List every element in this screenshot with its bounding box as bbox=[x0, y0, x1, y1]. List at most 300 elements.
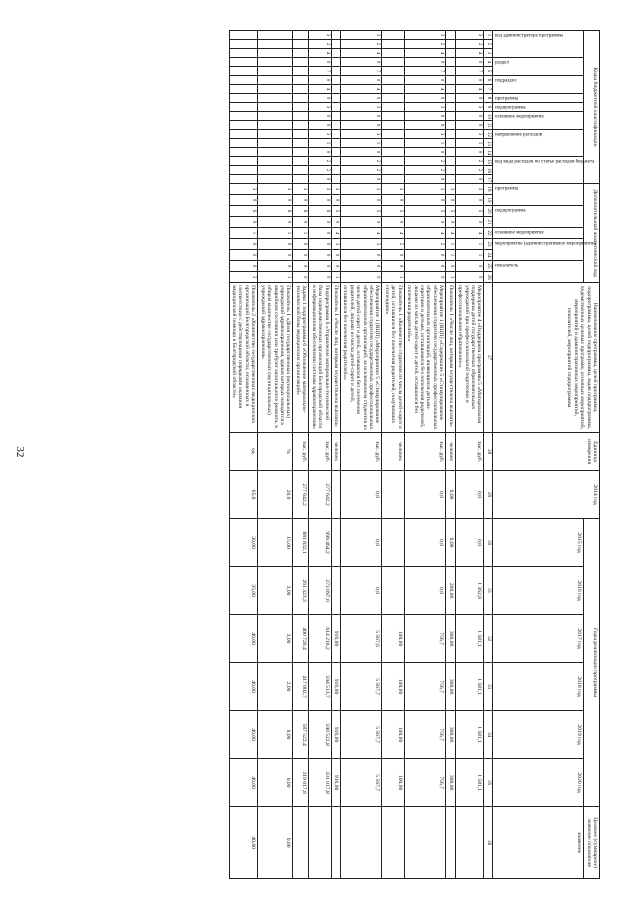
value-cell-y2020: 1 581,1 bbox=[455, 759, 484, 807]
value-cell-y2017: 1 581,1 bbox=[455, 615, 484, 663]
budget-code-cell bbox=[382, 175, 404, 184]
budget-code-cell: 0 bbox=[309, 148, 331, 157]
additional-code-cell: 2 bbox=[382, 239, 404, 250]
additional-code-cell: 4 bbox=[331, 228, 340, 239]
value-cell-y2019: 1 581,1 bbox=[455, 711, 484, 759]
value-cell-y2019: 590 522,8 bbox=[309, 711, 331, 759]
additional-code-cell: 3 bbox=[340, 239, 382, 250]
unit-cell: человек bbox=[382, 433, 404, 471]
value-cell-y2016 bbox=[331, 567, 340, 615]
additional-code-cell: 0 bbox=[446, 195, 455, 206]
budget-code-cell bbox=[258, 31, 293, 40]
row-name-cell: Подпрограмма 6 «Управление материально-технической базы подведомственных организаций Белгородской области в информационном обеспечении системы здравоохранения» bbox=[309, 283, 331, 433]
additional-code-cell: 0 bbox=[331, 195, 340, 206]
column-number: 6 bbox=[484, 76, 493, 85]
budget-code-cell: 0 bbox=[455, 175, 484, 184]
column-number: 29 bbox=[484, 471, 493, 519]
additional-code-cell: 0 bbox=[382, 261, 404, 272]
value-cell-target bbox=[340, 807, 382, 879]
value-cell-y2020: 40,00 bbox=[229, 759, 258, 807]
budget-code-cell bbox=[229, 49, 258, 58]
column-number: 24 bbox=[484, 250, 493, 261]
budget-code-cell bbox=[229, 31, 258, 40]
value-cell-y2016: 3,00 bbox=[258, 567, 293, 615]
budget-code-cell bbox=[331, 157, 340, 166]
value-cell-y2018: 594 513,7 bbox=[309, 663, 331, 711]
budget-code-cell bbox=[229, 130, 258, 139]
years-group-header: Годы реализации программы bbox=[584, 519, 600, 807]
value-cell-y2014: 20,0 bbox=[258, 471, 293, 519]
unit-header: Единица измерения bbox=[493, 433, 600, 471]
additional-code-cell: 0 bbox=[309, 272, 331, 283]
name-header: Наименование программы, целей программы, подпрограммы, целей подпрограммы, задач подпрограммы, ведомственных целевых программ, основных мероприятий, мероприятий и административных мероприятий, показателей, мероприятий подпрограммы bbox=[493, 283, 600, 433]
budget-code-cell bbox=[258, 76, 293, 85]
budget-code-cell bbox=[382, 76, 404, 85]
additional-code-cell: 3 bbox=[446, 184, 455, 195]
budget-code-cell bbox=[293, 130, 309, 139]
additional-code-cell: 4 bbox=[340, 228, 382, 239]
budget-code-cell: 2 bbox=[404, 157, 446, 166]
value-cell-y2017: 40,00 bbox=[229, 615, 258, 663]
unit-cell: тыс. руб. bbox=[309, 433, 331, 471]
budget-code-cell: 3 bbox=[404, 31, 446, 40]
budget-code-cell bbox=[382, 85, 404, 94]
value-cell-y2018: 5 567,7 bbox=[340, 663, 382, 711]
budget-code-cell bbox=[229, 94, 258, 103]
additional-code-cell: 3 bbox=[331, 239, 340, 250]
budget-code-cell: 2 bbox=[309, 166, 331, 175]
budget-codes-header: Коды бюджетной классификации bbox=[584, 31, 600, 184]
budget-code-cell: 7 bbox=[404, 67, 446, 76]
value-cell-y2020: 319 017,8 bbox=[293, 759, 309, 807]
unit-cell: человек bbox=[331, 433, 340, 471]
column-number: 35 bbox=[484, 759, 493, 807]
y2018-header: 2018 год bbox=[493, 663, 584, 711]
budget-code-cell: 0 bbox=[340, 148, 382, 157]
value-cell-y2015: 0,0 bbox=[340, 519, 382, 567]
additional-code-cell: 5 bbox=[455, 206, 484, 217]
budget-code-cell: 0 bbox=[309, 112, 331, 121]
subprogram-header: подпрограмма bbox=[493, 103, 584, 112]
value-cell-y2019: 100,00 bbox=[382, 711, 404, 759]
base-year-header: 2014 год bbox=[493, 471, 600, 519]
rotated-sheet bbox=[40, 30, 600, 870]
additional-code-cell: 0 bbox=[382, 195, 404, 206]
budget-code-cell: 2 bbox=[455, 166, 484, 175]
budget-code-cell bbox=[258, 67, 293, 76]
additional-code-cell: 0 bbox=[404, 261, 446, 272]
additional-code-cell: 0 bbox=[258, 217, 293, 228]
expense-type-header: код вида расходов по статье расходов бюджета bbox=[493, 157, 584, 184]
additional-code-cell: 0 bbox=[340, 217, 382, 228]
budget-code-cell bbox=[446, 121, 455, 130]
budget-code-cell: 4 bbox=[455, 85, 484, 94]
y2016-header: 2016 год bbox=[493, 567, 584, 615]
row-name-cell: Мероприятие 1 (ВЦП) «Мероприятие 5 «Стимулирование обеспечения студентов государственных профессиональных образовательных организаций, за исключением студентов из числа детей-сирот и детей, оставшихся без попечения родителей, лицами из числа детей-сирот и детей, оставшихся без попечения родителей»» bbox=[340, 283, 382, 433]
additional-code-cell: 6 bbox=[309, 206, 331, 217]
additional-code-cell: 0 bbox=[404, 272, 446, 283]
budget-code-cell bbox=[229, 103, 258, 112]
additional-code-cell: 3 bbox=[455, 184, 484, 195]
table-row bbox=[340, 31, 382, 879]
value-cell-y2014 bbox=[382, 471, 404, 519]
budget-code-cell bbox=[382, 67, 404, 76]
additional-code-cell: 0 bbox=[229, 250, 258, 261]
y2017-header: 2017 год bbox=[493, 615, 584, 663]
row-name-cell: Показатель 1 «Число лиц, которым осуществлена выплата» bbox=[331, 283, 340, 433]
budget-code-cell bbox=[293, 58, 309, 67]
budget-code-cell: 0 bbox=[455, 112, 484, 121]
additional-code-cell: 3 bbox=[229, 184, 258, 195]
budget-code-cell bbox=[229, 58, 258, 67]
additional-code-cell: 3 bbox=[293, 184, 309, 195]
additional-code-cell: 0 bbox=[258, 261, 293, 272]
budget-code-cell: 7 bbox=[455, 67, 484, 76]
budget-code-cell bbox=[446, 85, 455, 94]
additional-code-cell: 1 bbox=[258, 228, 293, 239]
additional-code-cell: 0 bbox=[382, 217, 404, 228]
budget-code-cell bbox=[382, 157, 404, 166]
budget-code-cell: 1 bbox=[340, 139, 382, 148]
budget-code-cell bbox=[446, 67, 455, 76]
additional-code-cell: 0 bbox=[331, 217, 340, 228]
budget-code-cell: 0 bbox=[340, 175, 382, 184]
budget-code-cell bbox=[258, 175, 293, 184]
column-number: 3 bbox=[484, 49, 493, 58]
value-cell-target: 0,00 bbox=[258, 807, 293, 879]
additional-code-cell: 0 bbox=[258, 239, 293, 250]
value-cell-target bbox=[293, 807, 309, 879]
budget-code-cell bbox=[331, 130, 340, 139]
program-table bbox=[229, 30, 600, 879]
budget-code-cell bbox=[446, 31, 455, 40]
additional-code-cell: 1 bbox=[293, 228, 309, 239]
additional-code-cell: 1 bbox=[446, 250, 455, 261]
value-cell-y2018: 1 581,1 bbox=[455, 663, 484, 711]
direction-expense-header: направление расходов bbox=[493, 130, 584, 157]
value-cell-y2015: 0,00 bbox=[446, 519, 455, 567]
add-event-header: мероприятие (административное мероприятие) bbox=[493, 239, 584, 261]
additional-code-cell: 0 bbox=[293, 239, 309, 250]
additional-code-cell: 4 bbox=[382, 228, 404, 239]
value-cell-y2019: 916,00 bbox=[331, 711, 340, 759]
budget-code-cell bbox=[331, 175, 340, 184]
program-header: программа bbox=[493, 94, 584, 103]
budget-code-cell bbox=[293, 40, 309, 49]
additional-code-cell: 0 bbox=[455, 195, 484, 206]
value-cell-y2017: 100,00 bbox=[382, 615, 404, 663]
budget-code-cell bbox=[382, 112, 404, 121]
value-cell-y2016 bbox=[382, 567, 404, 615]
column-number: 33 bbox=[484, 663, 493, 711]
budget-code-cell bbox=[446, 76, 455, 85]
value-cell-y2020: 916,00 bbox=[331, 759, 340, 807]
budget-code-cell: 7 bbox=[340, 67, 382, 76]
value-cell-y2017: 300,00 bbox=[446, 615, 455, 663]
value-cell-target bbox=[309, 807, 331, 879]
budget-code-cell bbox=[229, 121, 258, 130]
budget-code-cell bbox=[331, 112, 340, 121]
additional-code-cell: 0 bbox=[455, 261, 484, 272]
additional-code-cell: 0 bbox=[229, 195, 258, 206]
y2015-header: 2015 год bbox=[493, 519, 584, 567]
budget-code-cell bbox=[331, 85, 340, 94]
value-cell-y2015: 999 464,2 bbox=[309, 519, 331, 567]
value-cell-y2014: 277 642,2 bbox=[309, 471, 331, 519]
additional-code-cell: 1 bbox=[446, 239, 455, 250]
column-number: 34 bbox=[484, 711, 493, 759]
row-name-cell: Задача 1 подпрограммы 6 «Обновление материально-технической базы медицинских организаций» bbox=[293, 283, 309, 433]
y2019-header: 2019 год bbox=[493, 711, 584, 759]
additional-code-cell: 0 bbox=[258, 250, 293, 261]
budget-code-cell: 0 bbox=[455, 148, 484, 157]
value-cell-y2020: 300,00 bbox=[446, 759, 455, 807]
budget-code-cell: 0 bbox=[404, 121, 446, 130]
column-number: 10 bbox=[484, 112, 493, 121]
additional-code-cell: 6 bbox=[258, 206, 293, 217]
table-row bbox=[331, 31, 340, 879]
budget-code-cell: 0 bbox=[340, 76, 382, 85]
additional-code-cell: 5 bbox=[331, 206, 340, 217]
budget-code-cell: 4 bbox=[309, 85, 331, 94]
value-cell-target bbox=[404, 807, 446, 879]
budget-code-cell bbox=[331, 76, 340, 85]
budget-code-cell bbox=[446, 166, 455, 175]
budget-code-cell bbox=[382, 40, 404, 49]
add-indicator-header: показатель bbox=[493, 261, 584, 283]
additional-code-cell: 3 bbox=[404, 184, 446, 195]
budget-code-cell bbox=[258, 94, 293, 103]
budget-code-cell bbox=[293, 148, 309, 157]
budget-code-cell bbox=[258, 157, 293, 166]
budget-code-cell bbox=[229, 139, 258, 148]
value-cell-y2014: 0,0 bbox=[404, 471, 446, 519]
main-event-header: основное мероприятие bbox=[493, 112, 584, 130]
value-cell-y2018: 2,00 bbox=[258, 663, 293, 711]
additional-code-header: Дополнительный аналитический код bbox=[584, 184, 600, 283]
budget-code-cell bbox=[331, 148, 340, 157]
row-name-cell: Показатель 1 «Количество студентов из числа детей-сирот и детей, оставшихся без попечения родителей, получивших стипендию» bbox=[382, 283, 404, 433]
additional-code-cell: 0 bbox=[382, 250, 404, 261]
additional-code-cell: 3 bbox=[258, 184, 293, 195]
budget-code-cell: 0 bbox=[404, 112, 446, 121]
column-number: 28 bbox=[484, 433, 493, 471]
budget-code-cell bbox=[229, 166, 258, 175]
value-cell-y2014: 65,0 bbox=[229, 471, 258, 519]
budget-code-cell bbox=[258, 58, 293, 67]
budget-code-cell bbox=[258, 139, 293, 148]
budget-code-cell bbox=[331, 103, 340, 112]
additional-code-cell: 0 bbox=[293, 272, 309, 283]
budget-code-cell bbox=[258, 166, 293, 175]
value-cell-y2018: 756,7 bbox=[404, 663, 446, 711]
column-number: 32 bbox=[484, 615, 493, 663]
budget-code-cell bbox=[331, 58, 340, 67]
budget-code-cell bbox=[382, 166, 404, 175]
additional-code-cell: 4 bbox=[446, 228, 455, 239]
budget-code-cell: 2 bbox=[340, 166, 382, 175]
budget-code-cell: 0 bbox=[309, 121, 331, 130]
budget-code-cell: 0 bbox=[309, 76, 331, 85]
budget-code-cell bbox=[293, 121, 309, 130]
additional-code-cell: 3 bbox=[331, 184, 340, 195]
value-cell-y2019: 756,7 bbox=[404, 711, 446, 759]
budget-code-cell bbox=[293, 49, 309, 58]
budget-code-cell: 1 bbox=[455, 139, 484, 148]
additional-code-cell: 0 bbox=[293, 250, 309, 261]
additional-code-cell: 5 bbox=[382, 206, 404, 217]
budget-code-cell bbox=[293, 76, 309, 85]
budget-code-cell: 2 bbox=[455, 40, 484, 49]
table-row bbox=[309, 31, 331, 879]
additional-code-cell: 4 bbox=[455, 228, 484, 239]
value-cell-y2015: 881 832,1 bbox=[293, 519, 309, 567]
table-row bbox=[446, 31, 455, 879]
additional-code-cell: 0 bbox=[258, 195, 293, 206]
value-cell-y2017: 400 720,4 bbox=[293, 615, 309, 663]
value-cell-y2016: 0,0 bbox=[404, 567, 446, 615]
budget-code-cell bbox=[382, 58, 404, 67]
budget-code-cell: 3 bbox=[309, 103, 331, 112]
budget-code-cell: 2 bbox=[340, 40, 382, 49]
budget-code-cell: 2 bbox=[404, 166, 446, 175]
budget-code-cell bbox=[382, 49, 404, 58]
unit-cell: тыс. руб. bbox=[340, 433, 382, 471]
budget-code-cell: 3 bbox=[455, 31, 484, 40]
column-number: 7 bbox=[484, 85, 493, 94]
budget-code-cell bbox=[258, 49, 293, 58]
budget-code-cell bbox=[382, 103, 404, 112]
table-row bbox=[229, 31, 258, 879]
row-name-cell: Показатель 1 «Число лиц, которым осуществлена выплата» bbox=[446, 283, 455, 433]
additional-code-cell: 5 bbox=[446, 206, 455, 217]
additional-code-cell: 0 bbox=[455, 272, 484, 283]
unit-cell: % bbox=[258, 433, 293, 471]
column-number: 16 bbox=[484, 166, 493, 175]
budget-code-cell: 3 bbox=[309, 31, 331, 40]
budget-code-cell bbox=[382, 148, 404, 157]
value-cell-y2016: 200,00 bbox=[446, 567, 455, 615]
target-group-header: Целевое (суммарное) значение показателя bbox=[584, 807, 600, 879]
budget-code-cell: 7 bbox=[309, 67, 331, 76]
budget-code-cell bbox=[331, 94, 340, 103]
budget-code-cell: 3 bbox=[404, 130, 446, 139]
budget-code-cell bbox=[229, 76, 258, 85]
budget-code-cell bbox=[446, 148, 455, 157]
budget-code-cell bbox=[446, 94, 455, 103]
column-number: 17 bbox=[484, 175, 493, 184]
budget-code-cell bbox=[293, 94, 309, 103]
budget-code-cell: 4 bbox=[455, 49, 484, 58]
budget-code-cell bbox=[382, 139, 404, 148]
additional-code-cell: 0 bbox=[340, 195, 382, 206]
column-number: 36 bbox=[484, 807, 493, 879]
budget-code-cell: 3 bbox=[455, 130, 484, 139]
budget-code-cell bbox=[446, 130, 455, 139]
additional-code-cell: 1 bbox=[455, 239, 484, 250]
budget-code-cell bbox=[293, 112, 309, 121]
unit-cell: тыс. руб. bbox=[404, 433, 446, 471]
column-number: 21 bbox=[484, 217, 493, 228]
column-number: 5 bbox=[484, 67, 493, 76]
value-cell-y2016: 261 323,3 bbox=[293, 567, 309, 615]
additional-code-cell: 2 bbox=[404, 239, 446, 250]
budget-code-cell bbox=[229, 175, 258, 184]
budget-code-cell: 0 bbox=[455, 94, 484, 103]
value-cell-y2017: 614 210,2 bbox=[309, 615, 331, 663]
add-subprogram-header: подпрограмма bbox=[493, 206, 584, 228]
additional-code-cell: 6 bbox=[293, 206, 309, 217]
subsection-header: подраздел bbox=[493, 76, 584, 94]
admin-code-header: код администратора программы bbox=[493, 31, 584, 58]
column-number: 30 bbox=[484, 519, 493, 567]
additional-code-cell: 0 bbox=[229, 261, 258, 272]
budget-code-cell bbox=[382, 130, 404, 139]
value-cell-y2018: 916,00 bbox=[331, 663, 340, 711]
additional-code-cell: 0 bbox=[404, 250, 446, 261]
budget-code-cell bbox=[331, 31, 340, 40]
column-number: 25 bbox=[484, 261, 493, 272]
column-number: 2 bbox=[484, 40, 493, 49]
value-cell-y2015: 0,0 bbox=[404, 519, 446, 567]
additional-code-cell: 0 bbox=[340, 250, 382, 261]
budget-code-cell: 4 bbox=[404, 49, 446, 58]
additional-code-cell: 5 bbox=[340, 206, 382, 217]
budget-code-cell: 0 bbox=[455, 58, 484, 67]
budget-code-cell bbox=[331, 40, 340, 49]
budget-code-cell bbox=[293, 31, 309, 40]
additional-code-cell: 3 bbox=[382, 184, 404, 195]
value-cell-y2017: 916,00 bbox=[331, 615, 340, 663]
value-cell-y2016: 273 097,0 bbox=[309, 567, 331, 615]
budget-code-cell bbox=[446, 40, 455, 49]
budget-code-cell bbox=[331, 121, 340, 130]
value-cell-y2018: 300,00 bbox=[446, 663, 455, 711]
column-number-row bbox=[484, 31, 493, 879]
additional-code-cell: 6 bbox=[229, 206, 258, 217]
additional-code-cell: 0 bbox=[309, 228, 331, 239]
value-cell-y2019: 5 567,7 bbox=[340, 711, 382, 759]
additional-code-cell: 0 bbox=[309, 239, 331, 250]
add-program-header: программа bbox=[493, 184, 584, 206]
additional-code-cell: 0 bbox=[293, 261, 309, 272]
budget-code-cell bbox=[229, 40, 258, 49]
column-number: 13 bbox=[484, 139, 493, 148]
budget-code-cell: 2 bbox=[309, 40, 331, 49]
value-cell-target bbox=[455, 807, 484, 879]
target-value-header: значение bbox=[493, 807, 584, 879]
budget-code-cell: 4 bbox=[340, 49, 382, 58]
column-number: 4 bbox=[484, 58, 493, 67]
budget-code-cell bbox=[331, 139, 340, 148]
budget-code-cell: 0 bbox=[309, 175, 331, 184]
budget-code-cell: 0 bbox=[404, 94, 446, 103]
additional-code-cell: 1 bbox=[258, 272, 293, 283]
column-number: 15 bbox=[484, 157, 493, 166]
additional-code-cell: 0 bbox=[331, 261, 340, 272]
budget-code-cell: 0 bbox=[404, 148, 446, 157]
budget-code-cell: 4 bbox=[340, 85, 382, 94]
budget-code-cell: 4 bbox=[404, 85, 446, 94]
value-cell-y2016: 1 362,8 bbox=[455, 567, 484, 615]
value-cell-y2020: 756,7 bbox=[404, 759, 446, 807]
additional-code-cell: 0 bbox=[446, 217, 455, 228]
value-cell-y2018: 417 002,7 bbox=[293, 663, 309, 711]
budget-code-cell: 0 bbox=[404, 76, 446, 85]
budget-code-cell bbox=[446, 49, 455, 58]
column-number: 23 bbox=[484, 239, 493, 250]
column-number: 14 bbox=[484, 148, 493, 157]
